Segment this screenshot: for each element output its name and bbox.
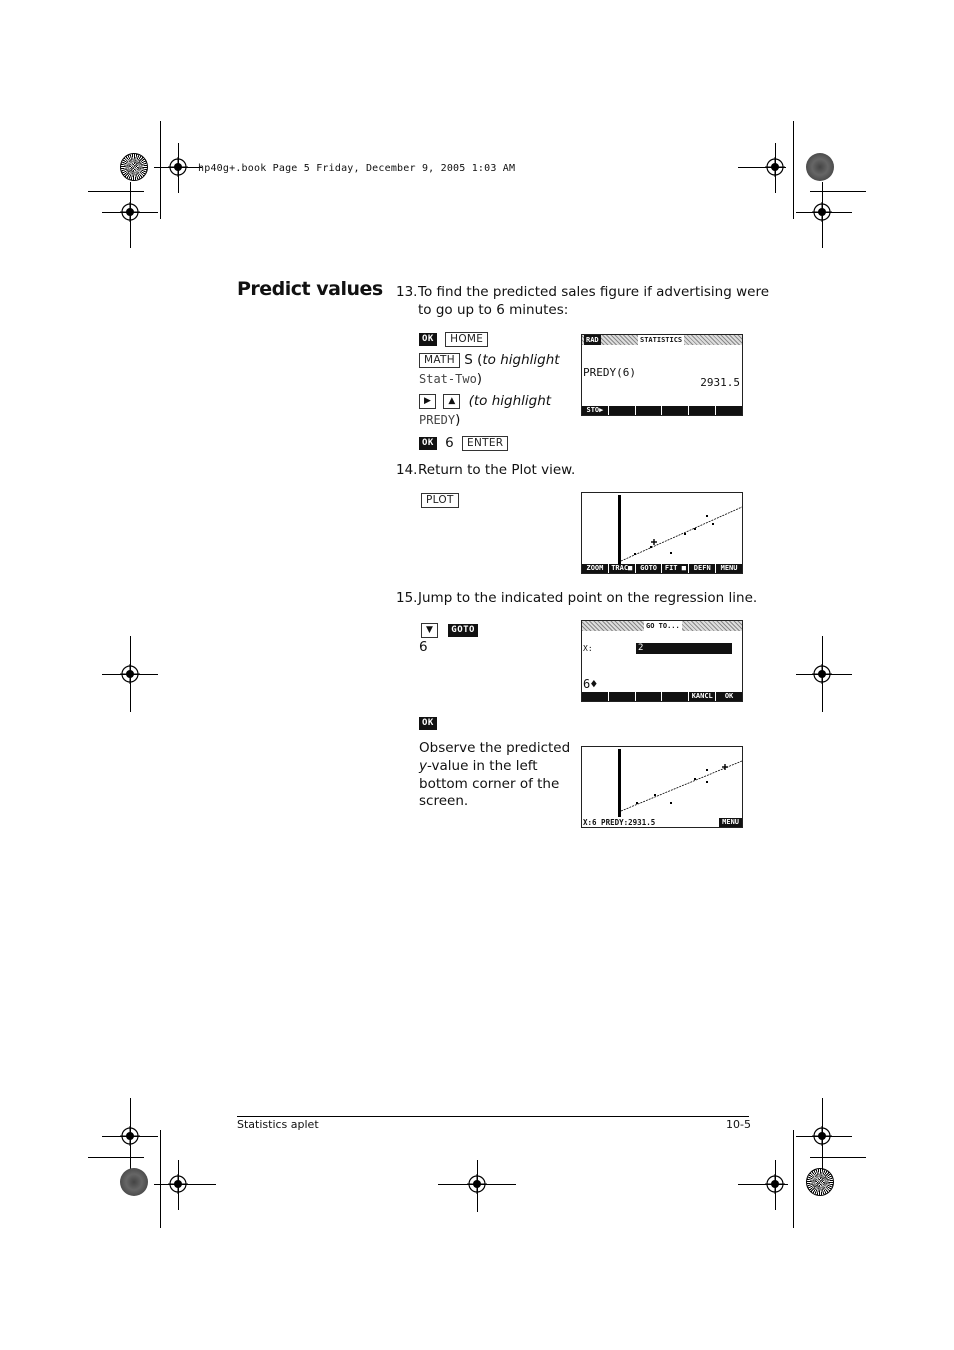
down-arrow-key: ▼ bbox=[421, 623, 438, 638]
page-number: 10-5 bbox=[726, 1118, 751, 1131]
stat-two-label: Stat-Two bbox=[419, 372, 477, 386]
screen-title: GO TO... bbox=[646, 622, 680, 630]
registration-target-icon bbox=[812, 664, 832, 684]
calculator-screen-home bbox=[581, 334, 743, 416]
step-13-line1: 13.To find the predicted sales figure if advertising were bbox=[396, 284, 769, 300]
registration-target-icon bbox=[765, 157, 785, 177]
gray-dial-icon bbox=[120, 1168, 148, 1196]
ok-softkey: OK bbox=[419, 333, 437, 346]
calculator-screen-goto bbox=[581, 620, 743, 702]
plot-graph bbox=[582, 493, 742, 565]
registration-target-icon bbox=[120, 1126, 140, 1146]
keystroke-row bbox=[421, 621, 478, 639]
mode-indicator: RAD bbox=[586, 336, 599, 344]
footer-left: Statistics aplet bbox=[237, 1118, 319, 1131]
registration-target-icon bbox=[812, 202, 832, 222]
goto-softkey: GOTO bbox=[448, 624, 478, 637]
plot-graph bbox=[582, 747, 742, 819]
screen-expression: PREDY(6) bbox=[583, 366, 636, 379]
home-key: HOME bbox=[445, 332, 488, 347]
ok-softkey: OK bbox=[419, 717, 437, 730]
step-15: 15.Jump to the indicated point on the regression line. bbox=[396, 590, 758, 606]
screen-menu: STO▶ bbox=[582, 406, 742, 415]
entry-line: 6♦ bbox=[583, 677, 598, 691]
menu-softkey: MENU bbox=[719, 818, 742, 827]
math-key: MATH bbox=[419, 353, 460, 368]
calculator-screen-final bbox=[581, 746, 743, 828]
keystroke-row: ▶ ▲ (to highlight bbox=[419, 392, 551, 410]
step-14: 14.Return to the Plot view. bbox=[396, 462, 576, 478]
registration-target-icon bbox=[168, 1174, 188, 1194]
registration-target-icon bbox=[812, 1126, 832, 1146]
color-dial-icon bbox=[120, 153, 148, 181]
x-label: X: bbox=[583, 644, 593, 653]
color-dial-icon bbox=[806, 1168, 834, 1196]
keystroke-row: OK 6 ENTER bbox=[419, 434, 508, 452]
registration-target-icon bbox=[168, 157, 188, 177]
registration-target-icon bbox=[120, 664, 140, 684]
status-readout: X:6 PREDY:2931.5 bbox=[583, 818, 656, 827]
screen-menu: KANCL OK bbox=[582, 692, 742, 701]
enter-key: ENTER bbox=[462, 436, 508, 451]
step-number: 13. bbox=[396, 284, 418, 300]
section-title: Predict values bbox=[237, 278, 383, 300]
predy-label: PREDY bbox=[419, 413, 456, 427]
observe-line4: screen. bbox=[419, 793, 469, 809]
footer-rule bbox=[237, 1116, 749, 1117]
running-head: hp40g+.book Page 5 Friday, December 9, 2005 1:03 AM bbox=[198, 163, 516, 174]
registration-target-icon bbox=[765, 1174, 785, 1194]
up-arrow-key: ▲ bbox=[443, 394, 460, 409]
keystroke-row: MATH S (to highlight bbox=[419, 351, 560, 369]
observe-line1: Observe the predicted bbox=[419, 740, 571, 756]
registration-target-icon bbox=[120, 202, 140, 222]
keystroke-row bbox=[419, 330, 488, 348]
x-value-field: 2 bbox=[636, 643, 732, 654]
registration-target-icon bbox=[467, 1174, 487, 1194]
step-13-line2: to go up to 6 minutes: bbox=[418, 302, 569, 318]
gray-dial-icon bbox=[806, 153, 834, 181]
screen-result: 2931.5 bbox=[700, 376, 740, 389]
calculator-screen-plot bbox=[581, 492, 743, 574]
observe-line3: bottom corner of the bbox=[419, 776, 560, 792]
plot-key: PLOT bbox=[421, 493, 459, 508]
observe-line2: y-value in the left bbox=[419, 758, 538, 774]
screen-title: STATISTICS bbox=[640, 336, 683, 344]
screen-menu: ZOOM TRAC■ GOTO FIT ■ DEFN MENU bbox=[582, 564, 742, 573]
ok-softkey: OK bbox=[419, 437, 437, 450]
right-arrow-key: ▶ bbox=[419, 394, 436, 409]
